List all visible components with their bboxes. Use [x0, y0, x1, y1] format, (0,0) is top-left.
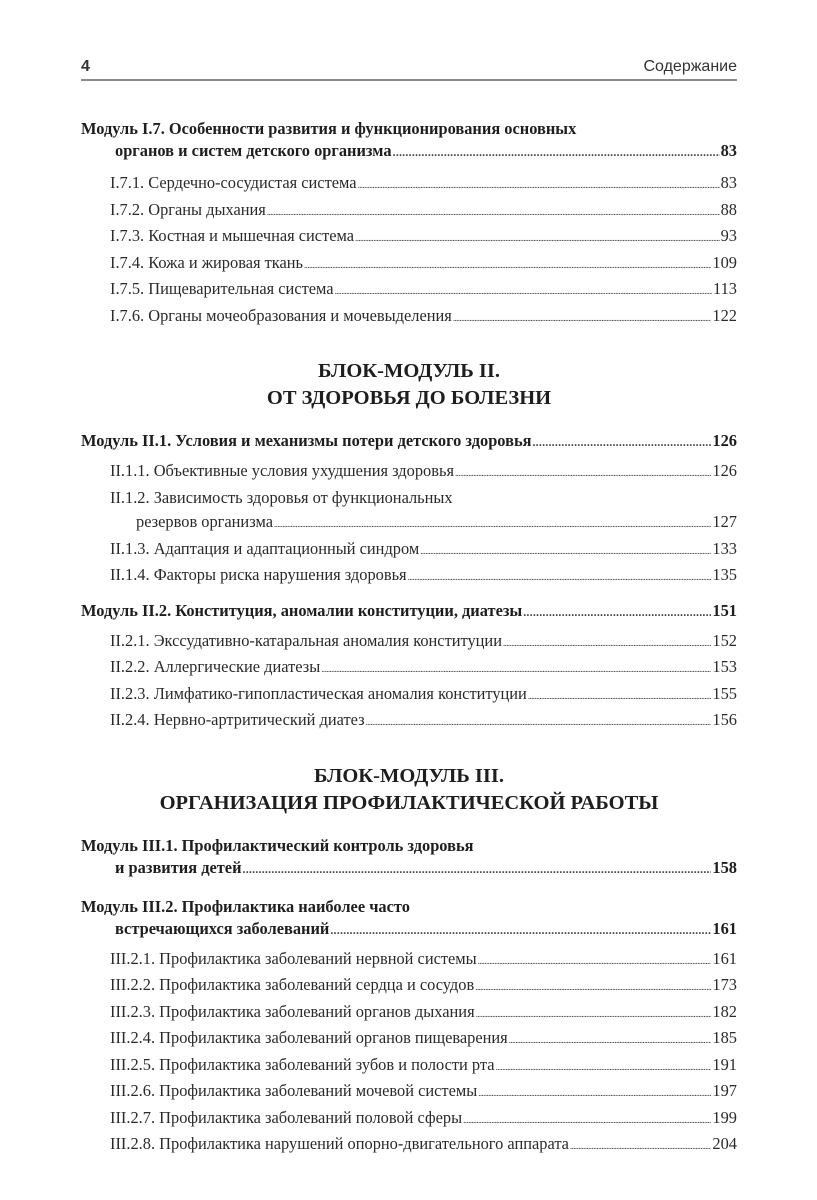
page-ref: 152	[712, 630, 737, 650]
module-title-line1: Модуль III.1. Профилактический контроль здоровья	[81, 835, 474, 855]
dot-leader	[335, 277, 712, 304]
dot-leader	[503, 629, 711, 656]
toc-entry[interactable]: II.1.2. Зависимость здоровья от функциональных резервов организма ..... 127	[81, 486, 737, 537]
block-heading-III	[81, 763, 737, 817]
page-ref: 135	[712, 565, 737, 584]
page-ref: 173	[712, 975, 737, 994]
toc-entry[interactable]: I.7.4. Кожа и жировая ткань ..... 109	[81, 251, 737, 278]
toc-entry[interactable]: III.2.7. Профилактика заболеваний половой сферы ..... 199	[81, 1106, 737, 1133]
dot-leader	[321, 655, 711, 682]
dot-leader	[393, 140, 720, 163]
dot-leader	[453, 304, 712, 331]
toc-subsection-list	[81, 629, 737, 735]
dot-leader	[570, 1132, 711, 1159]
page-ref: 151	[712, 600, 737, 620]
running-title: Содержание	[643, 58, 737, 75]
toc-module-II2[interactable]: Модуль II.2. Конституция, аномалии конституции, диатезы ..... 151	[81, 600, 737, 623]
toc-module-III1[interactable]: Модуль III.1. Профилактический контроль здоровья и развития детей ..... 158	[81, 835, 737, 880]
toc-entry[interactable]: III.2.5. Профилактика заболеваний зубов и полости рта ..... 191	[81, 1053, 737, 1080]
toc-entry[interactable]: III.2.1. Профилактика заболеваний нервной системы ..... 161	[81, 947, 737, 974]
toc-entry[interactable]: II.1.1. Объективные условия ухудшения здоровья ..... 126	[81, 459, 737, 486]
toc-entry[interactable]: I.7.5. Пищеварительная система ..... 113	[81, 277, 737, 304]
page-ref: 161	[712, 948, 737, 968]
page-header	[81, 58, 737, 80]
block-heading-line2: ОРГАНИЗАЦИЯ ПРОФИЛАКТИЧЕСКОЙ РАБОТЫ	[159, 791, 659, 814]
dot-leader	[532, 430, 711, 453]
toc-entry[interactable]: II.2.3. Лимфатико-гипопластическая аномалия конституции ..... 155	[81, 682, 737, 709]
dot-leader	[358, 171, 720, 198]
page-ref: 133	[712, 538, 737, 558]
toc-module-III2[interactable]: Модуль III.2. Профилактика наиболее часто встречающихся заболеваний ..... 161	[81, 896, 737, 941]
toc-subsection-list	[81, 459, 737, 590]
toc-entry[interactable]: II.1.4. Факторы риска нарушения здоровья ..... 135	[81, 563, 737, 590]
toc-entry[interactable]: III.2.3. Профилактика заболеваний органов дыхания ..... 182	[81, 1000, 737, 1027]
dot-leader	[496, 1053, 712, 1080]
page-ref: 182	[712, 1001, 737, 1021]
dot-leader	[355, 224, 720, 251]
module-title-line2: органов и систем детского организма ..... 83	[81, 140, 737, 163]
toc-entry[interactable]: III.2.2. Профилактика заболеваний сердца и сосудов ..... 173	[81, 973, 737, 1000]
page-ref: 88	[720, 199, 737, 219]
toc-entry[interactable]: II.2.1. Экссудативно-катаральная аномалия конституции ..... 152	[81, 629, 737, 656]
page-ref: 191	[712, 1054, 737, 1074]
block-heading-II	[81, 358, 737, 412]
page-ref: 204	[712, 1134, 737, 1153]
dot-leader	[478, 947, 712, 974]
page-ref: 93	[720, 226, 737, 245]
dot-leader	[420, 537, 711, 564]
dot-leader	[528, 682, 712, 709]
page-ref: 156	[712, 710, 737, 729]
page-ref: 153	[712, 657, 737, 676]
page-ref: 155	[712, 683, 737, 703]
page-ref: 109	[712, 252, 737, 272]
toc-subsection-list	[81, 171, 737, 330]
page-ref: 197	[712, 1081, 737, 1100]
toc-entry[interactable]: III.2.8. Профилактика нарушений опорно-двигательного аппарата ..... 204	[81, 1132, 737, 1159]
toc-entry[interactable]: I.7.2. Органы дыхания ..... 88	[81, 198, 737, 225]
dot-leader	[274, 510, 711, 537]
page-ref: 83	[720, 141, 737, 160]
dot-leader	[243, 857, 712, 880]
dot-leader	[475, 973, 711, 1000]
page-ref: 122	[712, 305, 737, 325]
page-number: 4	[81, 58, 90, 75]
page-ref: 83	[720, 173, 737, 192]
dot-leader	[463, 1106, 711, 1133]
toc-entry[interactable]: III.2.4. Профилактика заболеваний органов пищеварения ..... 185	[81, 1026, 737, 1053]
dot-leader	[455, 459, 711, 486]
dot-leader	[509, 1026, 712, 1053]
page-ref: 161	[712, 918, 737, 938]
dot-leader	[267, 198, 720, 225]
toc-module-II1[interactable]: Модуль II.1. Условия и механизмы потери детского здоровья ..... 126	[81, 430, 737, 453]
block-heading-line1: БЛОК-МОДУЛЬ II.	[318, 360, 500, 382]
header-rule	[81, 79, 737, 81]
dot-leader	[330, 918, 711, 941]
dot-leader	[304, 251, 711, 278]
block-heading-line2: ОТ ЗДОРОВЬЯ ДО БОЛЕЗНИ	[266, 387, 552, 409]
page-ref: 199	[712, 1107, 737, 1127]
dot-leader	[408, 563, 712, 590]
toc-entry[interactable]: I.7.3. Костная и мышечная система ..... 93	[81, 224, 737, 251]
block-heading-line1: БЛОК-МОДУЛЬ III.	[314, 764, 504, 787]
page-ref: 113	[713, 279, 737, 298]
dot-leader	[478, 1079, 711, 1106]
page-ref: 126	[712, 461, 737, 480]
toc-entry[interactable]: I.7.6. Органы мочеобразования и мочевыделения ..... 122	[81, 304, 737, 331]
toc-entry[interactable]: II.2.4. Нервно-артритический диатез ..... 156	[81, 708, 737, 735]
toc-module-I7[interactable]	[81, 118, 737, 163]
module-title-line1: Модуль I.7. Особенности развития и функционирования основных	[81, 119, 577, 138]
toc-entry[interactable]: III.2.6. Профилактика заболеваний мочевой системы ..... 197	[81, 1079, 737, 1106]
toc-entry[interactable]: II.2.2. Аллергические диатезы ..... 153	[81, 655, 737, 682]
toc-entry[interactable]: II.1.3. Адаптация и адаптационный синдром ..... 133	[81, 537, 737, 564]
table-of-contents	[81, 118, 737, 1159]
module-title-line1: Модуль III.2. Профилактика наиболее часто	[81, 896, 410, 916]
page-ref: 158	[712, 857, 737, 877]
page-ref: 127	[712, 512, 737, 531]
page-ref: 126	[712, 431, 737, 450]
dot-leader	[523, 600, 711, 623]
page-ref: 185	[712, 1028, 737, 1047]
toc-subsection-list	[81, 947, 737, 1159]
toc-entry[interactable]: I.7.1. Сердечно-сосудистая система ..... 83	[81, 171, 737, 198]
dot-leader	[476, 1000, 712, 1027]
dot-leader	[366, 708, 712, 735]
